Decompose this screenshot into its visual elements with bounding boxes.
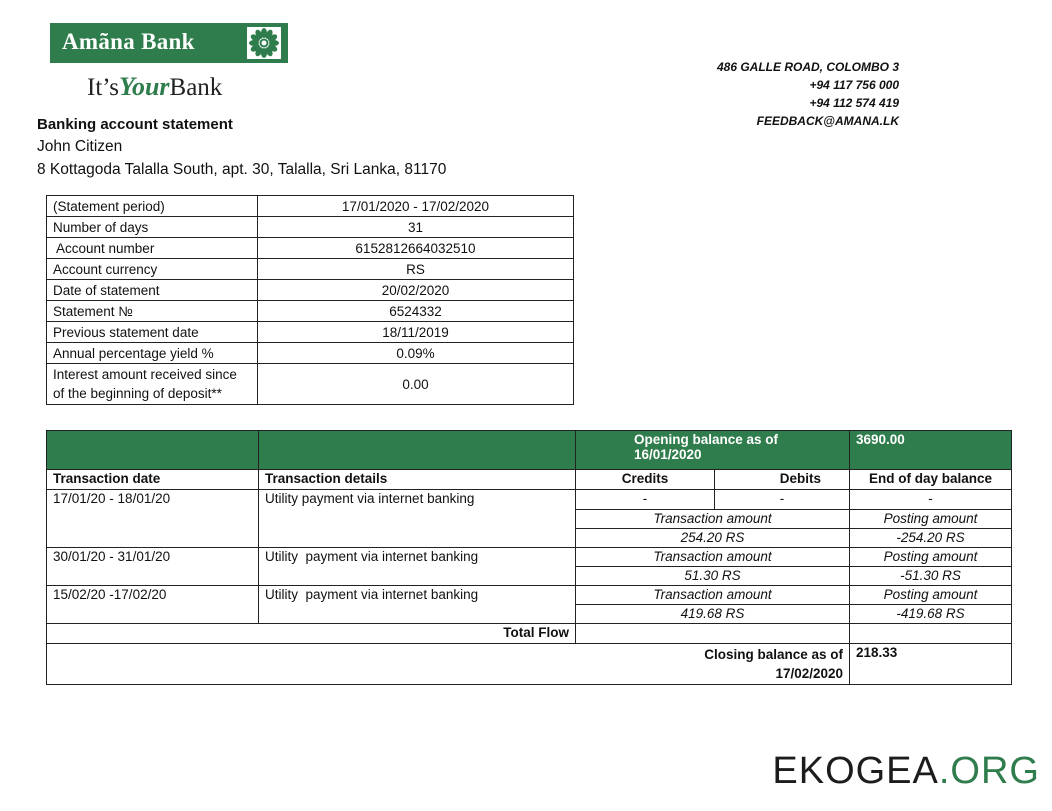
total-flow-label: Total Flow <box>47 624 576 644</box>
info-row <box>47 343 574 364</box>
tx-date: 17/01/20 - 18/01/20 <box>47 490 259 548</box>
header-debits: Debits <box>715 470 850 490</box>
account-info-table <box>46 195 574 405</box>
contact-phone-2: +94 112 574 419 <box>809 96 899 110</box>
info-value: 17/01/2020 - 17/02/2020 <box>258 196 574 217</box>
bank-name: Amãna Bank <box>62 29 195 54</box>
info-value: 6152812664032510 <box>258 238 574 259</box>
tx-details: Utility payment via internet banking <box>259 586 576 624</box>
table-header-row <box>47 470 1012 490</box>
tx-date: 30/01/20 - 31/01/20 <box>47 548 259 586</box>
customer-address: 8 Kottagoda Talalla South, apt. 30, Talalla, Sri Lanka, 81170 <box>37 161 447 178</box>
tx-amount-label: Transaction amount <box>576 548 850 567</box>
credits-mark: - <box>576 490 715 510</box>
info-row <box>47 196 574 217</box>
info-label: Previous statement date <box>47 322 258 343</box>
info-label: Number of days <box>47 217 258 238</box>
posting-amount: -51.30 RS <box>850 567 1012 586</box>
contact-phone-1: +94 117 756 000 <box>809 78 899 92</box>
header-date: Transaction date <box>47 470 259 490</box>
tx-details: Utility payment via internet banking <box>259 490 576 548</box>
opening-balance-row <box>47 431 1012 470</box>
opening-balance-amount: 3690.00 <box>850 431 1012 470</box>
tx-details: Utility payment via internet banking <box>259 548 576 586</box>
contact-email: FEEDBACK@AMANA.LK <box>756 114 899 128</box>
watermark-main: EKOGEA <box>772 750 939 792</box>
posting-amount: -419.68 RS <box>850 605 1012 624</box>
posting-amount-label: Posting amount <box>850 510 1012 529</box>
statement-title: Banking account statement <box>37 116 233 133</box>
tx-amount: 419.68 RS <box>576 605 850 624</box>
table-row <box>47 490 1012 510</box>
empty-cell <box>47 431 259 470</box>
header-credits: Credits <box>576 470 715 490</box>
info-value: 6524332 <box>258 301 574 322</box>
posting-amount-label: Posting amount <box>850 586 1012 605</box>
balance-mark: - <box>850 490 1012 510</box>
empty-cell <box>850 624 1012 644</box>
debits-mark: - <box>715 490 850 510</box>
flower-emblem-icon <box>247 27 281 59</box>
footer-watermark <box>772 750 1040 793</box>
tagline-prefix: It’s <box>87 74 119 101</box>
tagline-your: Your <box>118 72 170 101</box>
info-label: Annual percentage yield % <box>47 343 258 364</box>
table-row <box>47 548 1012 567</box>
info-row <box>47 238 574 259</box>
info-label: Date of statement <box>47 280 258 301</box>
bank-tagline <box>87 72 222 102</box>
empty-cell <box>576 624 850 644</box>
opening-balance-label: Opening balance as of 16/01/2020 <box>576 431 850 470</box>
info-row <box>47 301 574 322</box>
tx-amount-label: Transaction amount <box>576 510 850 529</box>
info-row <box>47 364 574 405</box>
watermark-tld: .ORG <box>938 750 1040 792</box>
tx-amount: 254.20 RS <box>576 529 850 548</box>
header-details: Transaction details <box>259 470 576 490</box>
customer-name: John Citizen <box>37 138 123 155</box>
info-row <box>47 259 574 280</box>
posting-amount-label: Posting amount <box>850 548 1012 567</box>
info-row <box>47 322 574 343</box>
transactions-table <box>46 430 1012 685</box>
info-label: Interest amount received since of the beginning of deposit** <box>47 364 258 405</box>
info-row <box>47 217 574 238</box>
contact-address: 486 GALLE ROAD, COLOMBO 3 <box>716 60 899 74</box>
info-value: 0.00 <box>258 364 574 405</box>
info-label: (Statement period) <box>47 196 258 217</box>
posting-amount: -254.20 RS <box>850 529 1012 548</box>
tagline-suffix: Bank <box>169 74 223 101</box>
table-row <box>47 586 1012 605</box>
total-flow-row <box>47 624 1012 644</box>
empty-cell <box>259 431 576 470</box>
info-value: 20/02/2020 <box>258 280 574 301</box>
tx-amount-label: Transaction amount <box>576 586 850 605</box>
info-label: Account number <box>47 238 258 259</box>
closing-balance-label: Closing balance as of 17/02/2020 <box>47 644 850 685</box>
tx-amount: 51.30 RS <box>576 567 850 586</box>
info-value: 18/11/2019 <box>258 322 574 343</box>
closing-balance-amount: 218.33 <box>850 644 1012 685</box>
closing-balance-row <box>47 644 1012 685</box>
info-label: Statement № <box>47 301 258 322</box>
tx-date: 15/02/20 -17/02/20 <box>47 586 259 624</box>
info-row <box>47 280 574 301</box>
contact-block <box>717 58 899 130</box>
info-value: 31 <box>258 217 574 238</box>
header-balance: End of day balance <box>850 470 1012 490</box>
info-value: 0.09% <box>258 343 574 364</box>
info-value: RS <box>258 259 574 280</box>
info-label: Account currency <box>47 259 258 280</box>
